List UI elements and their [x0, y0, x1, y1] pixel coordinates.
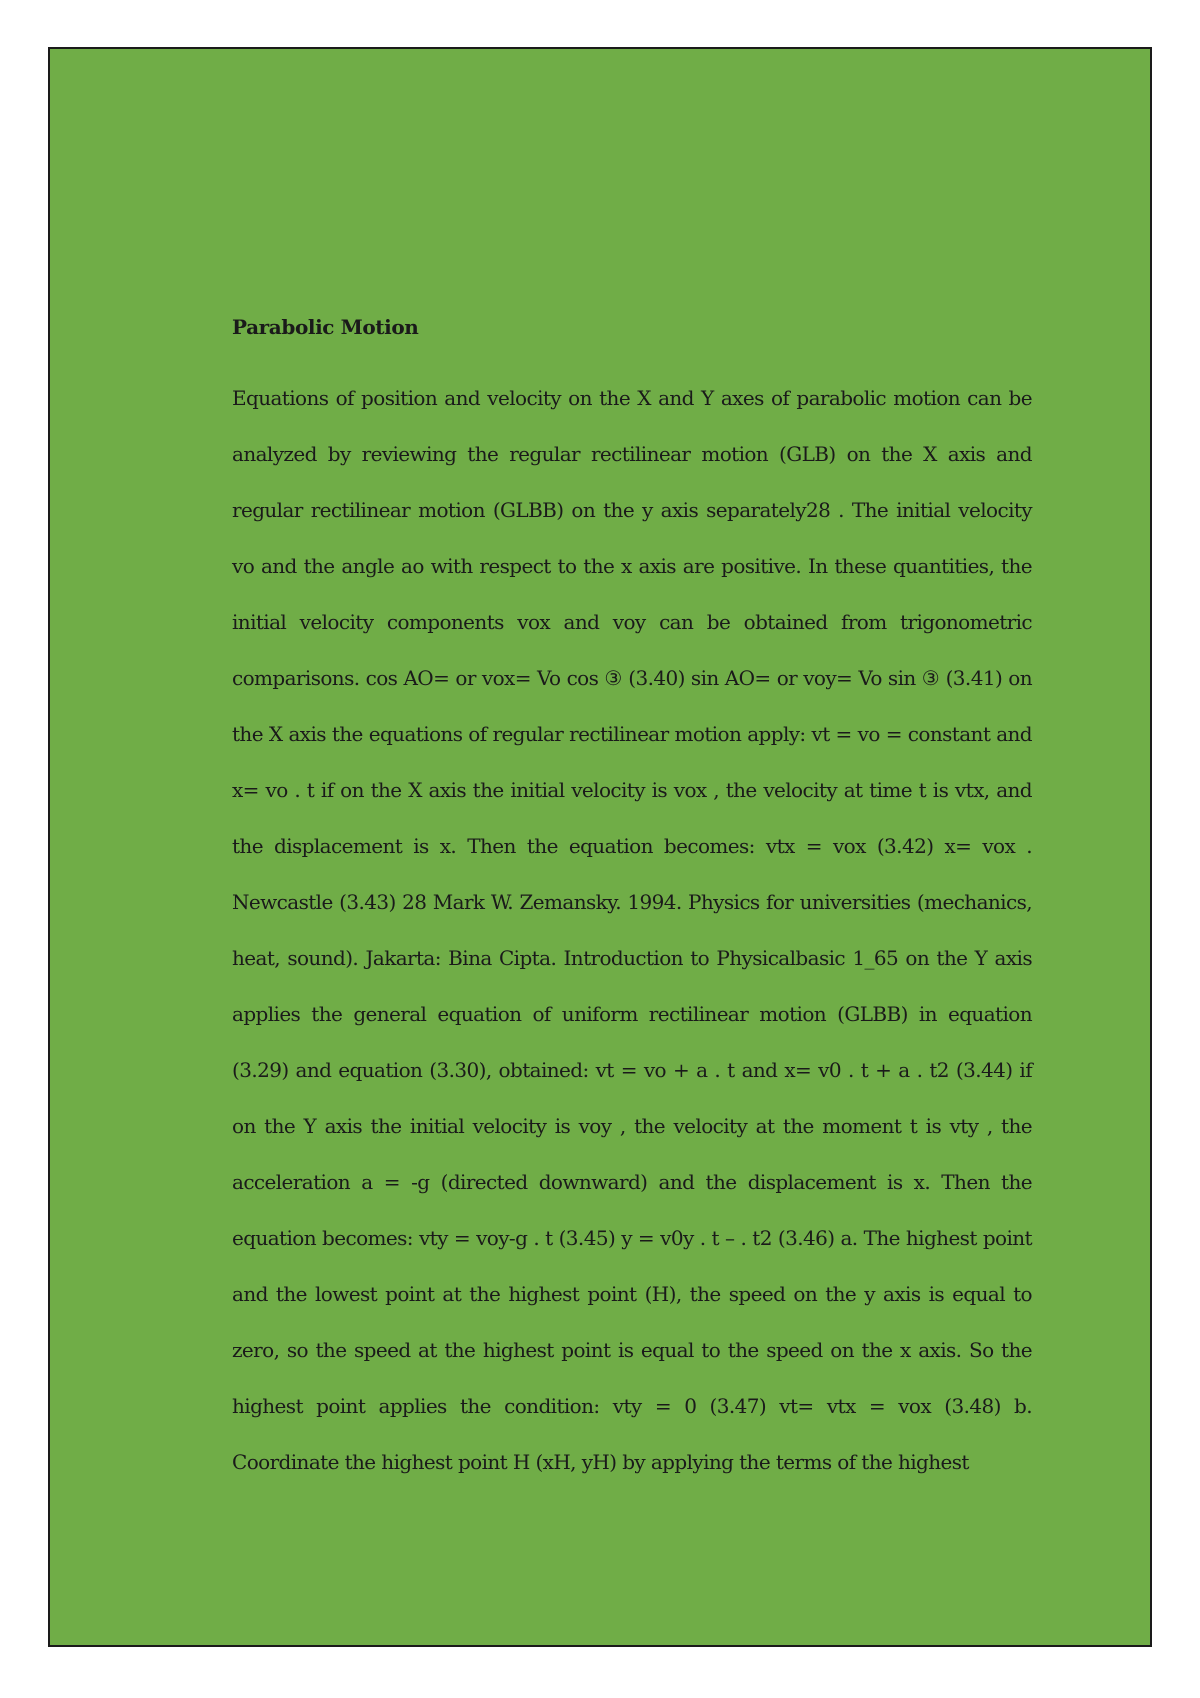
page-frame: [48, 47, 1152, 1647]
section-heading: Parabolic Motion: [232, 315, 419, 339]
body-paragraph: Equations of position and velocity on the X and Y axes of parabolic motion can be analyzed by reviewing the regular rectilinear motion (GLB) on the X axis and regular rectilinear motion (GLBB) on the y axis separately28 . The initial velocity vo and the angle ao with respect to the x axis are positive. In these quantities, the initial velocity components vox and voy can be obtained from trigonometric comparisons. cos AO= or vox= Vo cos ③ (3.40) sin AO= or voy= Vo sin ③ (3.41) on the X axis the equations of regular rectilinear motion apply: vt = vo = constant and x= vo . t if on the X axis the initial velocity is vox , the velocity at time t is vtx, and the displacement is x. Then the equation becomes: vtx = vox (3.42) x= vox . Newcastle (3.43) 28 Mark W. Zemansky. 1994. Physics for universities (mechanics, heat, sound). Jakarta: Bina Cipta. Introduction to Physicalbasic 1_65 on the Y axis applies the general equation of uniform rectilinear motion (GLBB) in equation (3.29) and equation (3.30), obtained: vt = vo + a . t and x= v0 . t + a . t2 (3.44) if on the Y axis the initial velocity is voy , the velocity at the moment t is vty , the acceleration a = -g (directed downward) and the displacement is x. Then the equation becomes: vty = voy-g . t (3.45) y = v0y . t – . t2 (3.46) a. The highest point and the lowest point at the highest point (H), the speed on the y axis is equal to zero, so the speed at the highest point is equal to the speed on the x axis. So the highest point applies the condition: vty = 0 (3.47) vt= vtx = vox (3.48) b. Coordinate the highest point H (xH, yH) by applying the terms of the highest: [232, 386, 1032, 1474]
document-content: [232, 312, 1032, 1490]
